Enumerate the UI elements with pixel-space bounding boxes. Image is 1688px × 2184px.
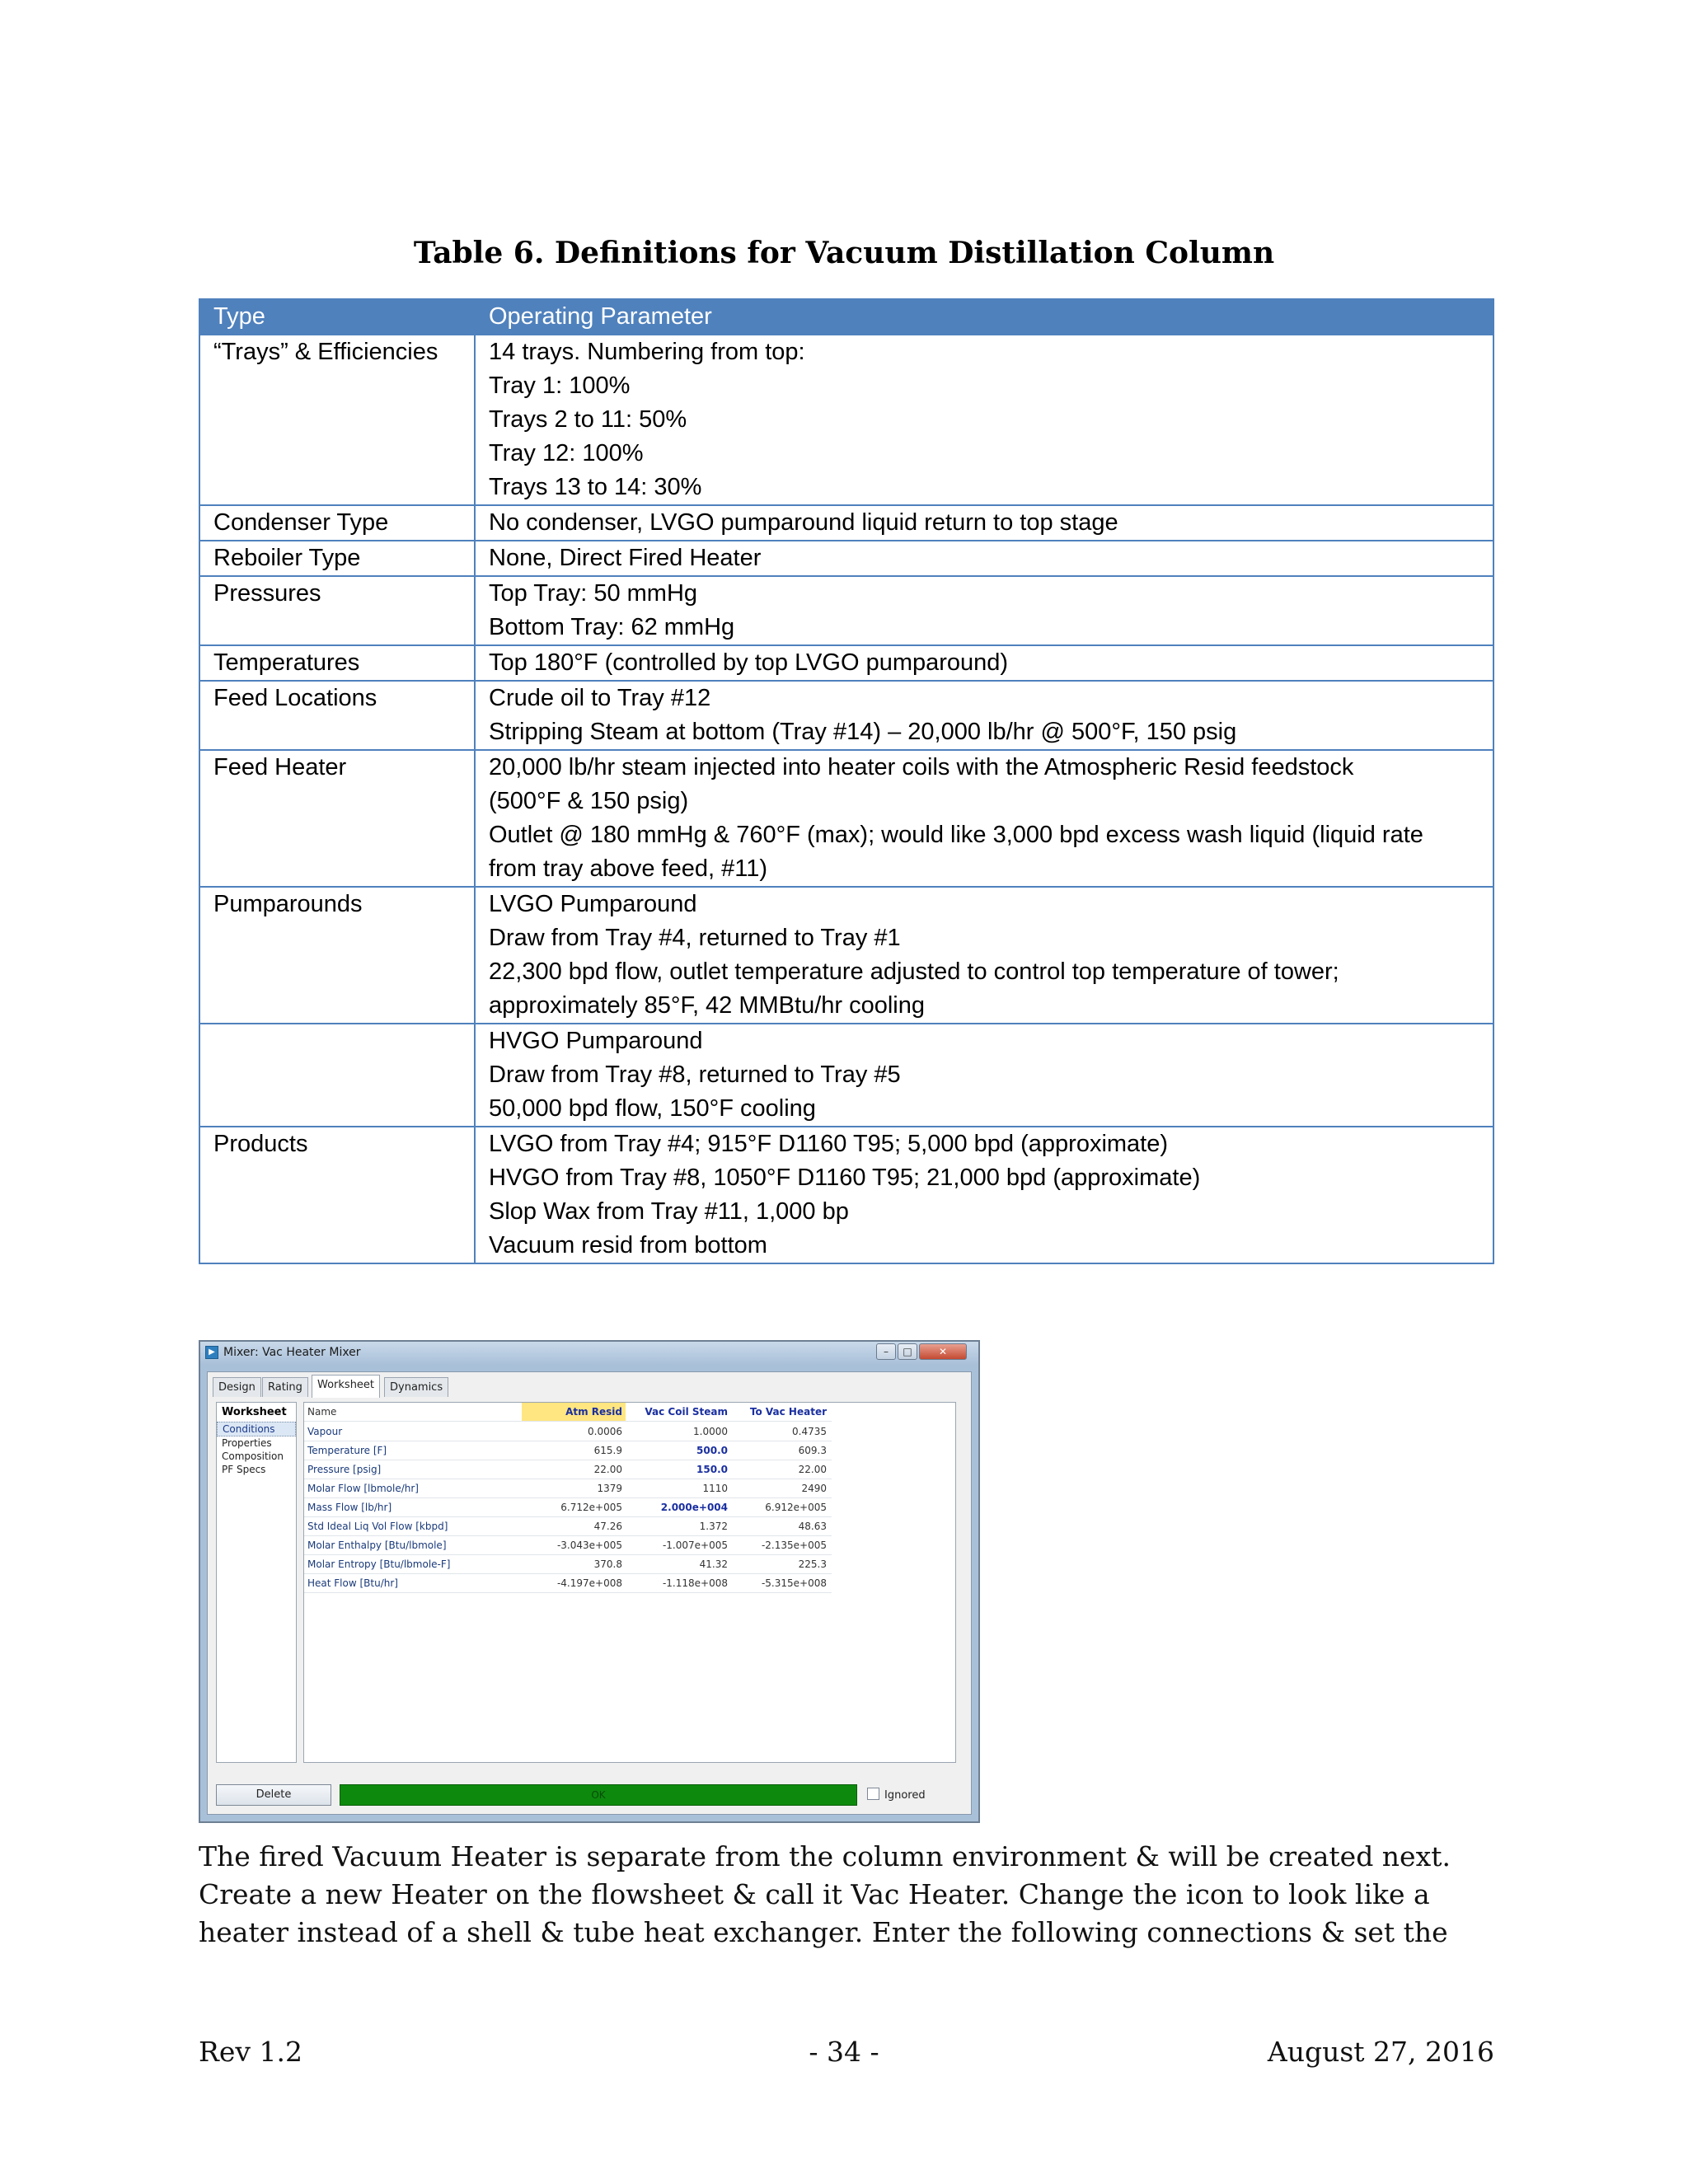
nav-item-conditions[interactable]: Conditions [217, 1422, 296, 1436]
tab-worksheet[interactable]: Worksheet [312, 1375, 380, 1398]
delete-button[interactable]: Delete [216, 1784, 331, 1806]
grid-row-label: Molar Enthalpy [Btu/lbmole] [307, 1540, 447, 1551]
grid-row [304, 1517, 832, 1536]
type-cell [199, 1024, 475, 1127]
ok-status-bar[interactable]: OK [340, 1784, 857, 1806]
tab-rating[interactable]: Rating [262, 1377, 308, 1397]
ignored-checkbox[interactable] [867, 1788, 926, 1802]
grid-value-cell[interactable]: -1.007e+005 [662, 1540, 728, 1551]
grid-value-cell[interactable]: 1.0000 [693, 1426, 728, 1437]
grid-row-label: Heat Flow [Btu/hr] [307, 1577, 398, 1589]
grid-value-cell[interactable]: 1.372 [699, 1521, 728, 1532]
grid-value-cell[interactable]: 1379 [597, 1483, 622, 1494]
type-cell: Feed Locations [199, 681, 475, 750]
grid-row-label: Molar Flow [lbmole/hr] [307, 1483, 419, 1494]
parameter-line: No condenser, LVGO pumparound liquid return to top stage [489, 509, 1118, 536]
parameter-cell [475, 576, 1493, 645]
nav-item-composition[interactable]: Composition [222, 1451, 284, 1462]
maximize-icon: □ [903, 1346, 912, 1357]
nav-item-properties[interactable]: Properties [222, 1437, 272, 1449]
minimize-icon: – [884, 1346, 889, 1357]
table-row [199, 645, 1493, 681]
parameter-line: Bottom Tray: 62 mmHg [489, 614, 735, 640]
header-operating-parameter: Operating Parameter [475, 299, 1493, 335]
close-icon: ✕ [938, 1346, 948, 1357]
grid-value-cell[interactable]: 47.26 [593, 1521, 622, 1532]
grid-row [304, 1422, 832, 1441]
parameter-line: Vacuum resid from bottom [489, 1232, 767, 1258]
col-header-name: Name [307, 1406, 337, 1418]
parameter-cell [475, 505, 1493, 541]
table-row [199, 576, 1493, 645]
grid-header-row [304, 1403, 832, 1422]
grid-value-cell[interactable]: 2.000e+004 [660, 1502, 728, 1513]
parameter-line: 22,300 bpd flow, outlet temperature adjusted to control top temperature of tower; [489, 958, 1339, 985]
type-cell: Products [199, 1127, 475, 1263]
col-header-atm-resid[interactable]: Atm Resid [522, 1403, 626, 1421]
parameter-cell [475, 541, 1493, 576]
parameter-line: Crude oil to Tray #12 [489, 685, 711, 711]
close-button[interactable] [919, 1343, 967, 1360]
parameter-line: Trays 2 to 11: 50% [489, 406, 687, 433]
grid-row [304, 1574, 832, 1593]
nav-item-pf-specs[interactable]: PF Specs [222, 1464, 266, 1475]
parameter-line: 50,000 bpd flow, 150°F cooling [489, 1095, 816, 1122]
parameter-cell [475, 750, 1493, 887]
parameter-line: from tray above feed, #11) [489, 855, 767, 882]
checkbox-icon [867, 1788, 879, 1800]
grid-value-cell[interactable]: -2.135e+005 [761, 1540, 827, 1551]
header-type: Type [199, 299, 475, 335]
parameter-line: approximately 85°F, 42 MMBtu/hr cooling [489, 992, 926, 1019]
window-body [207, 1371, 972, 1815]
parameter-line: 14 trays. Numbering from top: [489, 339, 805, 365]
grid-value-cell[interactable]: 370.8 [593, 1558, 622, 1570]
footer-date: August 27, 2016 [1267, 2036, 1494, 2068]
type-cell: Reboiler Type [199, 541, 475, 576]
table-body [199, 335, 1493, 1263]
grid-value-cell[interactable]: 150.0 [696, 1464, 728, 1475]
table-row [199, 681, 1493, 750]
parameter-cell [475, 335, 1493, 505]
parameter-line: Draw from Tray #4, returned to Tray #1 [489, 925, 901, 951]
grid-value-cell[interactable]: 41.32 [699, 1558, 728, 1570]
parameter-line: Top 180°F (controlled by top LVGO pumparound) [489, 649, 1009, 676]
grid-value-cell[interactable]: 22.00 [593, 1464, 622, 1475]
grid-value-cell[interactable]: 6.712e+005 [560, 1502, 622, 1513]
definitions-table [199, 298, 1494, 1264]
footer-page-number: - 34 - [809, 2036, 879, 2068]
window-title-bar[interactable] [200, 1342, 978, 1365]
grid-value-cell[interactable]: 6.912e+005 [765, 1502, 827, 1513]
parameter-line: LVGO Pumparound [489, 891, 697, 917]
minimize-button[interactable] [876, 1343, 896, 1360]
grid-value-cell[interactable]: 22.00 [798, 1464, 827, 1475]
parameter-line: (500°F & 150 psig) [489, 788, 689, 814]
type-cell: Pressures [199, 576, 475, 645]
grid-row-label: Pressure [psig] [307, 1464, 382, 1475]
parameter-line: None, Direct Fired Heater [489, 545, 762, 571]
table-row [199, 887, 1493, 1024]
grid-value-cell[interactable]: 615.9 [593, 1445, 622, 1456]
parameter-line: Tray 12: 100% [489, 440, 644, 466]
type-cell: Temperatures [199, 645, 475, 681]
body-line: The fired Vacuum Heater is separate from the column environment & will be created next. [199, 1840, 1451, 1872]
bottom-bar [216, 1783, 963, 1807]
worksheet-nav-header: Worksheet [222, 1406, 287, 1418]
tab-dynamics[interactable]: Dynamics [384, 1377, 448, 1397]
grid-value-cell[interactable]: -4.197e+008 [556, 1577, 622, 1589]
parameter-line: Draw from Tray #8, returned to Tray #5 [489, 1062, 901, 1088]
worksheet-nav [216, 1402, 297, 1763]
parameter-cell [475, 645, 1493, 681]
body-line: Create a new Heater on the flowsheet & call it Vac Heater. Change the icon to look like a [199, 1878, 1430, 1910]
grid-row-label: Vapour [307, 1426, 343, 1437]
parameter-line: Slop Wax from Tray #11, 1,000 bp [489, 1198, 849, 1225]
parameter-line: LVGO from Tray #4; 915°F D1160 T95; 5,000 bpd (approximate) [489, 1131, 1169, 1157]
col-header-to-vac-heater[interactable]: To Vac Heater [749, 1406, 827, 1418]
grid-value-cell[interactable]: 1110 [702, 1483, 728, 1494]
grid-value-cell[interactable]: 48.63 [798, 1521, 827, 1532]
grid-row-label: Std Ideal Liq Vol Flow [kbpd] [307, 1521, 448, 1532]
grid-value-cell[interactable]: 0.0006 [588, 1426, 622, 1437]
parameter-line: Outlet @ 180 mmHg & 760°F (max); would like 3,000 bpd excess wash liquid (liquid rate [489, 822, 1423, 848]
grid-row [304, 1479, 832, 1498]
table-row [199, 750, 1493, 887]
parameter-line: Tray 1: 100% [489, 373, 631, 399]
play-icon: ▶ [205, 1346, 218, 1359]
parameter-line: Stripping Steam at bottom (Tray #14) – 20,000 lb/hr @ 500°F, 150 psig [489, 719, 1237, 745]
grid-row [304, 1536, 832, 1555]
table-row [199, 541, 1493, 576]
grid-row [304, 1498, 832, 1517]
parameter-cell [475, 887, 1493, 1024]
body-line: heater instead of a shell & tube heat exchanger. Enter the following connections & set the [199, 1916, 1448, 1948]
grid-row-label: Mass Flow [lb/hr] [307, 1502, 392, 1513]
type-cell: Condenser Type [199, 505, 475, 541]
worksheet-grid [303, 1402, 956, 1763]
window-title: Mixer: Vac Heater Mixer [223, 1346, 361, 1359]
type-cell: “Trays” & Efficiencies [199, 335, 475, 505]
grid-row-label: Temperature [F] [307, 1445, 387, 1456]
grid-value-cell[interactable]: 0.4735 [792, 1426, 827, 1437]
table-row [199, 335, 1493, 505]
parameter-line: HVGO Pumparound [489, 1028, 703, 1054]
mixer-window [199, 1340, 980, 1823]
table-row [199, 1127, 1493, 1263]
table-row [199, 505, 1493, 541]
grid-row [304, 1555, 832, 1574]
parameter-line: HVGO from Tray #8, 1050°F D1160 T95; 21,000 bpd (approximate) [489, 1165, 1201, 1191]
parameter-cell [475, 1024, 1493, 1127]
footer-revision: Rev 1.2 [199, 2036, 302, 2068]
grid-row-label: Molar Entropy [Btu/lbmole-F] [307, 1558, 451, 1570]
page-title: Table 6. Definitions for Vacuum Distillation Column [413, 236, 1275, 270]
grid-row [304, 1441, 832, 1460]
parameter-line: Trays 13 to 14: 30% [489, 474, 702, 500]
grid-value-cell[interactable]: 609.3 [798, 1445, 827, 1456]
parameter-line: 20,000 lb/hr steam injected into heater coils with the Atmospheric Resid feedstock [489, 754, 1354, 780]
grid-value-cell[interactable]: 2490 [801, 1483, 827, 1494]
parameter-line: Top Tray: 50 mmHg [489, 580, 698, 607]
grid-value-cell[interactable]: 500.0 [696, 1445, 728, 1456]
grid-value-cell[interactable]: 225.3 [798, 1558, 827, 1570]
ignored-label: Ignored [884, 1789, 926, 1802]
type-cell: Pumparounds [199, 887, 475, 1024]
tab-design[interactable]: Design [213, 1377, 261, 1397]
table-header-row [199, 299, 1493, 335]
grid-value-cell[interactable]: -5.315e+008 [761, 1577, 827, 1589]
table-row [199, 1024, 1493, 1127]
col-header-vac-coil-steam[interactable]: Vac Coil Steam [645, 1406, 728, 1418]
grid-value-cell[interactable]: -1.118e+008 [662, 1577, 728, 1589]
grid-row [304, 1460, 832, 1479]
type-cell: Feed Heater [199, 750, 475, 887]
parameter-cell [475, 681, 1493, 750]
body-paragraph [199, 1838, 1517, 1952]
parameter-cell [475, 1127, 1493, 1263]
maximize-button[interactable] [898, 1343, 917, 1360]
grid-value-cell[interactable]: -3.043e+005 [556, 1540, 622, 1551]
